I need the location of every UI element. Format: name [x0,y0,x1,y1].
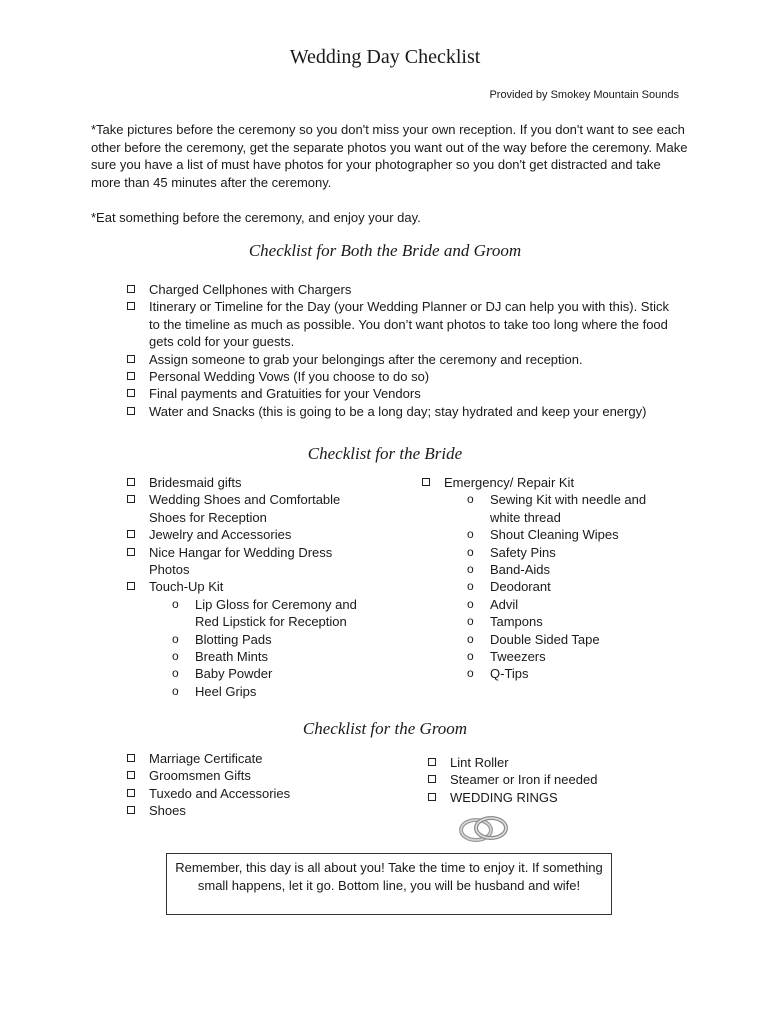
checklist-item [127,368,682,385]
checklist-item [127,281,682,298]
sub-list-item-label: Q-Tips [490,666,529,682]
page-title: Wedding Day Checklist [289,46,481,68]
sub-list [172,596,357,700]
checkbox-icon[interactable] [127,389,135,397]
sub-list-item-label: Breath Mints [195,649,268,665]
emergency-kit-contents [422,491,652,682]
sub-list [467,491,652,682]
checkbox-icon[interactable] [127,771,135,779]
sub-list-item-label: Tweezers [490,649,546,665]
checklist-item-label: Water and Snacks (this is going to be a long day; stay hydrated and keep your energy) [149,403,647,419]
checklist-item [127,544,357,579]
checkbox-icon[interactable] [127,302,135,310]
circle-bullet-icon: o [467,649,474,664]
checklist-item-label: Jewelry and Accessories [149,527,292,543]
checklist-item [127,802,367,819]
sub-list-item [467,526,652,543]
checklist-item-label: Touch-Up Kit [149,579,224,595]
circle-bullet-icon: o [172,683,179,698]
circle-bullet-icon: o [467,596,474,611]
circle-bullet-icon: o [172,631,179,646]
checkbox-icon[interactable] [422,478,430,486]
circle-bullet-icon: o [467,631,474,646]
checkbox-icon[interactable] [127,285,135,293]
checklist-item-label: Personal Wedding Vows (If you choose to do so) [149,369,430,385]
checkbox-icon[interactable] [127,582,135,590]
sub-list-item [172,596,357,631]
sub-list-item-label: Double Sided Tape [490,631,600,647]
circle-bullet-icon: o [467,562,474,577]
sub-list-item-label: Heel Grips [195,683,257,699]
checklist-item [428,789,668,806]
circle-bullet-icon: o [467,666,474,681]
checklist-item-label: Tuxedo and Accessories [149,785,291,801]
sub-list-item [467,491,652,526]
sub-list-item-label: Baby Powder [195,666,273,682]
sub-list-item [172,683,357,700]
checkbox-icon[interactable] [127,372,135,380]
wedding-rings-icon [456,812,512,846]
both-heading: Checklist for Both the Bride and Groom [248,241,522,260]
checkbox-icon[interactable] [428,775,436,783]
circle-bullet-icon: o [467,544,474,559]
groom-heading: Checklist for the Groom [302,719,468,738]
sub-list-item-label: Lip Gloss for Ceremony and Red Lipstick for Reception [195,596,357,630]
checklist-item [127,750,367,767]
sub-list-item [467,578,652,595]
sub-list-item-label: Blotting Pads [195,631,272,647]
checklist-item [127,578,357,595]
checklist-item-label: Itinerary or Timeline for the Day (your Wedding Planner or DJ can help you with this). Stick to the timeline as much as possible. You don’t want photos to take too long where the food gets cold for your guests. [149,299,669,350]
groom-right-checklist [428,754,668,806]
circle-bullet-icon: o [467,614,474,629]
sub-list-item-label: Tampons [490,614,543,630]
checkbox-icon[interactable] [127,789,135,797]
touchup-kit-contents [127,596,357,700]
checklist-item [127,526,357,543]
bride-heading: Checklist for the Bride [307,444,463,463]
sub-list-item-label: Band-Aids [490,562,550,578]
checklist-item [428,754,668,771]
checklist-item-label: Groomsmen Gifts [149,768,251,784]
sub-list-item-label: Deodorant [490,579,551,595]
circle-bullet-icon: o [467,527,474,542]
checklist-item [127,298,682,350]
checkbox-icon[interactable] [127,548,135,556]
checklist-item-label: Steamer or Iron if needed [450,772,598,788]
checklist-item [127,403,682,420]
groom-left-checklist [127,750,367,820]
checklist-item [127,474,357,491]
checklist-item [127,767,367,784]
checkbox-icon[interactable] [127,530,135,538]
checkbox-icon[interactable] [127,806,135,814]
sub-list-item [467,561,652,578]
checklist-item-label: Charged Cellphones with Chargers [149,282,352,297]
sub-list-item [467,648,652,665]
checklist-item-label: Assign someone to grab your belongings after the ceremony and reception. [149,351,583,367]
sub-list-item [467,613,652,630]
sub-list-item-label: Advil [490,596,519,612]
checklist-item-label: Wedding Shoes and Comfortable Shoes for Reception [149,492,341,525]
photos-note: *Take pictures before the ceremony so you don't miss your own reception. If you don't want to see each other before the ceremony, get the separate photos you want out of the way before the ceremony. Make sure you have a list of must have photos for your photographer so you don't get distracted and take more than 45 minutes after the ceremony. [91,122,688,190]
sub-list-item-label: Shout Cleaning Wipes [490,527,619,543]
circle-bullet-icon: o [172,596,179,611]
checklist-item [127,491,357,526]
checklist-item [422,474,652,491]
sub-list-item [467,631,652,648]
checklist-item-label: Marriage Certificate [149,751,263,766]
both-checklist [127,281,682,420]
sub-list-item [467,665,652,682]
checkbox-icon[interactable] [428,758,436,766]
circle-bullet-icon: o [172,649,179,664]
checklist-item-label: Lint Roller [450,755,509,770]
sub-list-item-label: Sewing Kit with needle and white thread [490,492,647,525]
checklist-item-label: WEDDING RINGS [450,789,558,805]
circle-bullet-icon: o [467,492,474,507]
checkbox-icon[interactable] [127,478,135,486]
eat-note: *Eat something before the ceremony, and enjoy your day. [91,210,421,225]
circle-bullet-icon: o [467,579,474,594]
checklist-item [127,785,367,802]
sub-list-item [467,544,652,561]
reminder-box: Remember, this day is all about you! Take the time to enjoy it. If something small happens, let it go. Bottom line, you will be husband and wife! [166,853,612,915]
bride-right-checklist [422,474,652,683]
bride-left-checklist [127,474,357,700]
sub-list-item [172,665,357,682]
sub-list-item-label: Safety Pins [490,544,556,560]
checklist-item [428,771,668,788]
checklist-item-label: Emergency/ Repair Kit [444,475,575,490]
checklist-item [127,385,682,402]
sub-list-item [467,596,652,613]
circle-bullet-icon: o [172,666,179,681]
checkbox-icon[interactable] [428,793,436,801]
checkbox-icon[interactable] [127,407,135,415]
checklist-item-label: Nice Hangar for Wedding Dress Photos [149,544,333,578]
checkbox-icon[interactable] [127,754,135,762]
checklist-item [127,351,682,368]
checklist-item-label: Final payments and Gratuities for your Vendors [149,386,421,402]
checklist-item-label: Shoes [149,803,186,819]
checkbox-icon[interactable] [127,495,135,503]
sub-list-item [172,631,357,648]
checklist-item-label: Bridesmaid gifts [149,475,242,490]
checkbox-icon[interactable] [127,355,135,363]
sub-list-item [172,648,357,665]
provided-by: Provided by Smokey Mountain Sounds [489,89,679,101]
